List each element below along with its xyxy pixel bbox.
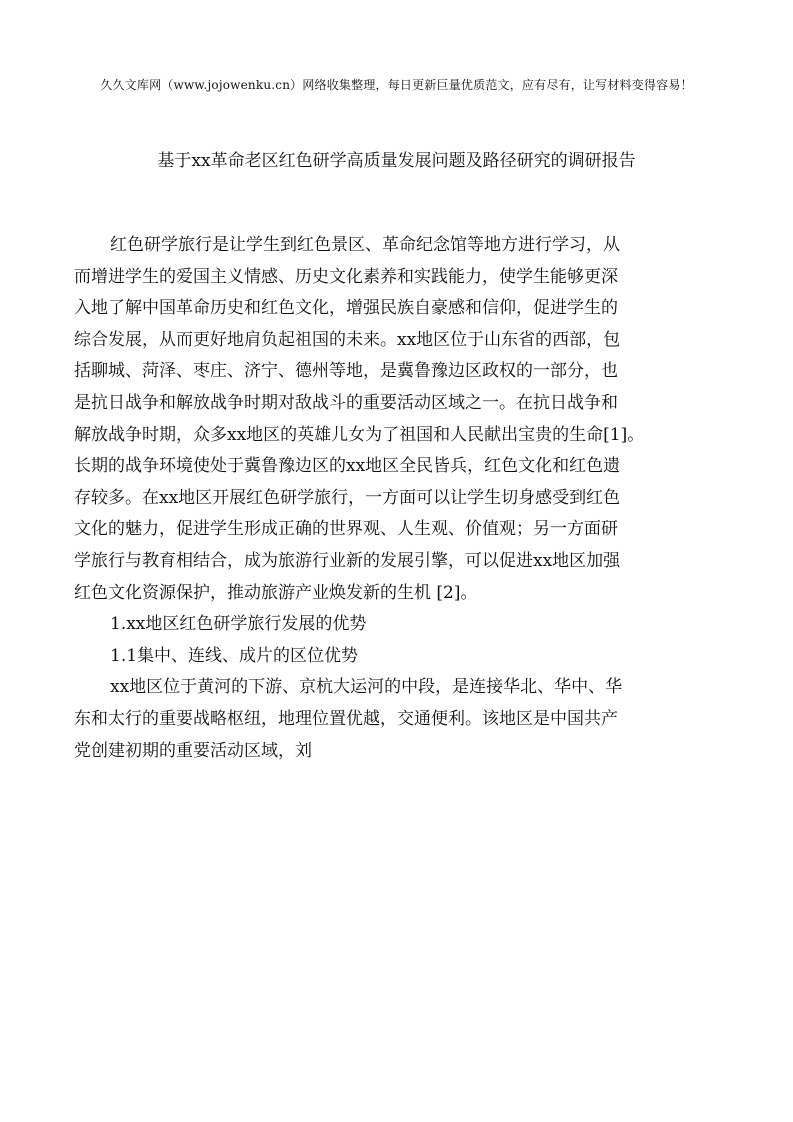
- paragraph-line: 括聊城、菏泽、枣庄、济宁、德州等地，是冀鲁豫边区政权的一部分，也: [74, 361, 618, 382]
- paragraph-line: 长期的战争环境使处于冀鲁豫边区的xx地区全民皆兵，红色文化和红色遗: [74, 456, 621, 477]
- paragraph-line: 是抗日战争和解放战争时期对敌战斗的重要活动区域之一。在抗日战争和: [74, 392, 618, 413]
- document-title: 基于xx革命老区红色研学高质量发展问题及路径研究的调研报告: [157, 151, 636, 171]
- section-heading: 1.xx地区红色研学旅行发展的优势: [110, 614, 367, 635]
- document-body: [74, 230, 724, 767]
- paragraph-line: 党创建初期的重要活动区域，刘: [74, 740, 312, 761]
- paragraph-line: 红色研学旅行是让学生到红色景区、革命纪念馆等地方进行学习，从: [110, 235, 620, 255]
- paragraph-line: 解放战争时期，众多xx地区的英雄儿女为了祖国和人民献出宝贵的生命[1]。: [74, 424, 645, 445]
- paragraph-line: 综合发展，从而更好地肩负起祖国的未来。xx地区位于山东省的西部，包: [74, 329, 621, 350]
- paragraph-line: 东和太行的重要战略枢纽，地理位置优越，交通便利。该地区是中国共产: [74, 708, 618, 729]
- paragraph-line: 而增进学生的爱国主义情感、历史文化素养和实践能力，使学生能够更深: [74, 266, 618, 287]
- paragraph-line: 存较多。在xx地区开展红色研学旅行，一方面可以让学生切身感受到红色: [74, 487, 621, 508]
- paragraph-line: 学旅行与教育相结合，成为旅游行业新的发展引擎，可以促进xx地区加强: [74, 550, 621, 571]
- header-note: 久久文库网（www.jojowenku.cn）网络收集整理，每日更新巨量优质范文，应有尽有，让写材料变得容易！: [100, 78, 693, 92]
- paragraph-line: 红色文化资源保护，推动旅游产业焕发新的生机 [2]。: [74, 582, 478, 603]
- paragraph-line: xx地区位于黄河的下游、京杭大运河的中段，是连接华北、华中、华: [110, 677, 623, 698]
- paragraph-line: 文化的魅力，促进学生形成正确的世界观、人生观、价值观；另一方面研: [74, 519, 618, 540]
- paragraph-line: 入地了解中国革命历史和红色文化，增强民族自豪感和信仰，促进学生的: [74, 298, 618, 319]
- subsection-heading: 1.1集中、连线、成片的区位优势: [110, 645, 359, 666]
